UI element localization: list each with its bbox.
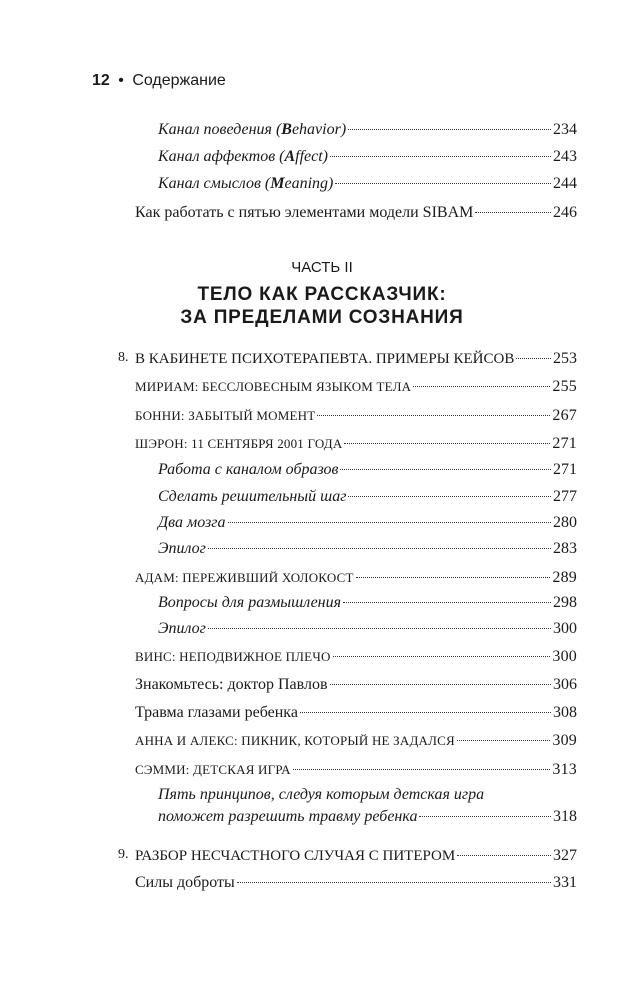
toc-entry[interactable] (158, 593, 577, 613)
toc-entry-label: Вопросы для размышления (158, 594, 342, 611)
toc-entry-behavior[interactable] (158, 120, 577, 140)
toc-entry[interactable] (135, 731, 577, 751)
toc-page-number: 300 (552, 648, 577, 665)
dot-leader (413, 386, 550, 387)
toc-page-number: 308 (553, 704, 577, 721)
toc-entry-label: Знакомьтесь: доктор Павлов (135, 676, 328, 693)
toc-entry-label: Работа с каналом образов (158, 461, 339, 478)
toc-entry-label: Эпилог (158, 540, 206, 557)
dot-leader (340, 469, 551, 470)
dot-leader (335, 183, 551, 184)
toc-entry-label: Эпилог (158, 620, 206, 637)
dot-leader (317, 415, 550, 416)
toc-page-number: 277 (553, 488, 577, 505)
toc-entry-label: БОННИ: ЗАБЫТЫЙ МОМЕНТ (135, 408, 316, 423)
chapter-title: В КАБИНЕТЕ ПСИХОТЕРАПЕВТА. ПРИМЕРЫ КЕЙСОВ (135, 351, 515, 367)
toc-page-number: 243 (553, 148, 577, 165)
toc-entry-affect[interactable] (158, 147, 577, 167)
dot-leader (343, 602, 551, 603)
toc-entry-label: Силы доброты (135, 874, 235, 891)
dot-leader (330, 156, 551, 157)
toc-page-number: 327 (553, 847, 577, 864)
dot-leader (356, 577, 551, 578)
toc-page-number: 267 (552, 407, 577, 424)
dot-leader (208, 628, 551, 629)
toc-entry-label: СЭММИ: ДЕТСКАЯ ИГРА (135, 762, 291, 777)
toc-entry[interactable] (135, 406, 577, 426)
toc-entry[interactable] (135, 675, 577, 695)
toc-page-number: 283 (553, 540, 577, 557)
toc-page-number: 331 (553, 874, 577, 891)
toc-entry-label: АННА И АЛЕКС: ПИКНИК, КОТОРЫЙ НЕ ЗАДАЛСЯ (135, 733, 455, 748)
toc-entry[interactable] (135, 377, 577, 397)
toc-entry[interactable] (135, 873, 577, 893)
part-title-line: ТЕЛО КАК РАССКАЗЧИК: (197, 284, 447, 305)
part-title-line: ЗА ПРЕДЕЛАМИ СОЗНАНИЯ (180, 307, 464, 328)
toc-page-number: 300 (553, 620, 577, 637)
toc-entry[interactable] (135, 568, 577, 588)
toc-entry-label: поможет разрешить травму ребенка (158, 808, 418, 825)
toc-page-number: 298 (553, 594, 577, 611)
dot-leader (457, 855, 551, 856)
toc-entry-label: Как работать с пятью элементами модели SIBAM (135, 204, 474, 221)
toc-entry-label: Два мозга (158, 514, 226, 531)
toc-entry[interactable] (135, 703, 577, 723)
dot-leader (475, 212, 551, 213)
dot-leader (344, 443, 550, 444)
toc-entry-label: Канал аффектов (Affect) (158, 148, 329, 165)
toc-entry-label: Сделать решительный шаг (158, 488, 347, 505)
toc-page-number: 253 (553, 350, 577, 367)
toc-entry[interactable] (158, 539, 577, 559)
dot-leader (348, 496, 551, 497)
toc-page-number: 309 (552, 732, 577, 749)
toc-page-number: 318 (553, 808, 577, 825)
toc-page-number: 271 (553, 461, 577, 478)
dot-leader (293, 769, 551, 770)
dot-leader (419, 816, 551, 817)
toc-entry-label: Канал поведения (Behavior) (158, 121, 347, 138)
toc-entry[interactable] (158, 487, 577, 507)
dot-leader (237, 882, 551, 883)
toc-entry-label: АДАМ: ПЕРЕЖИВШИЙ ХОЛОКОСТ (135, 570, 354, 585)
toc-entry-label: МИРИАМ: БЕССЛОВЕСНЫМ ЯЗЫКОМ ТЕЛА (135, 379, 412, 394)
part-title (0, 283, 644, 329)
dot-leader (208, 548, 551, 549)
toc-page-number: 306 (553, 676, 577, 693)
toc-page-number: 313 (552, 761, 577, 778)
toc-page-number: 244 (553, 175, 577, 192)
chapter-number: 9. (118, 847, 129, 862)
toc-entry-sibam[interactable] (135, 203, 577, 223)
dot-leader (348, 129, 551, 130)
toc-page-number: 234 (553, 121, 577, 138)
part-label: ЧАСТЬ II (291, 259, 353, 276)
dot-leader (300, 712, 551, 713)
chapter-title: РАЗБОР НЕСЧАСТНОГО СЛУЧАЯ С ПИТЕРОМ (135, 848, 456, 864)
toc-page-number: 246 (553, 204, 577, 221)
toc-entry[interactable] (135, 434, 577, 454)
header-separator: • (118, 72, 124, 89)
toc-entry-label: ШЭРОН: 11 СЕНТЯБРЯ 2001 ГОДА (135, 436, 343, 451)
dot-leader (330, 684, 551, 685)
toc-entry-label: Пять принципов, следуя которым детская игра (158, 786, 485, 803)
page-number: 12 (92, 72, 110, 89)
toc-entry-label: Травма глазами ребенка (135, 704, 298, 721)
toc-entry-label: Канал смыслов (Meaning) (158, 175, 334, 192)
toc-entry[interactable] (158, 513, 577, 533)
dot-leader (333, 656, 551, 657)
dot-leader (228, 522, 552, 523)
toc-entry[interactable] (158, 619, 577, 639)
chapter-number: 8. (118, 350, 129, 365)
toc-entry-label: ВИНС: НЕПОДВИЖНОЕ ПЛЕЧО (135, 649, 331, 664)
toc-chapter-9[interactable] (135, 846, 577, 866)
toc-entry-multiline[interactable] (158, 784, 577, 828)
dot-leader (516, 358, 551, 359)
toc-entry[interactable] (135, 647, 577, 667)
dot-leader (457, 740, 551, 741)
toc-entry[interactable] (135, 760, 577, 780)
toc-entry-meaning[interactable] (158, 174, 577, 194)
header-title: Содержание (132, 72, 226, 89)
toc-page-number: 255 (552, 378, 577, 395)
toc-chapter-8[interactable] (135, 349, 577, 369)
toc-entry[interactable] (158, 460, 577, 480)
toc-page-number: 289 (552, 569, 577, 586)
toc-page-number: 280 (553, 514, 577, 531)
toc-page-number: 271 (552, 435, 577, 452)
